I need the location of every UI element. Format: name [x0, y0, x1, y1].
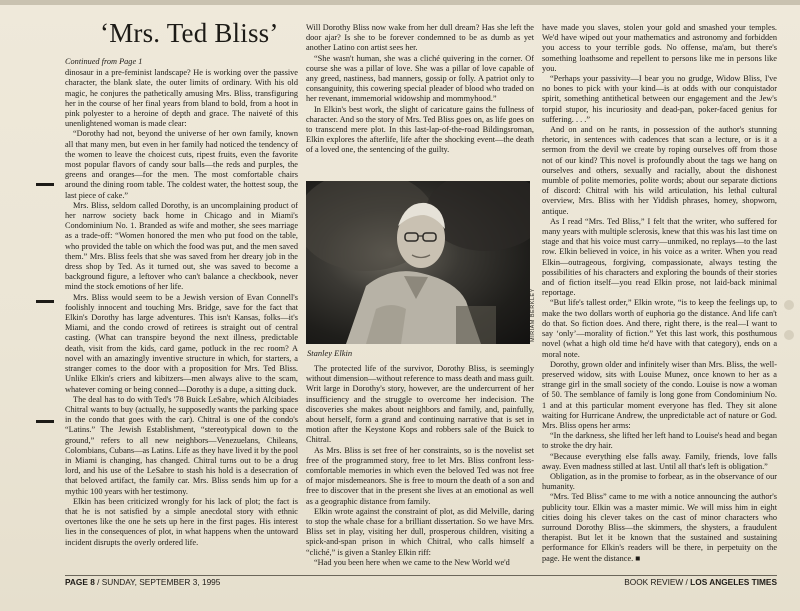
- paragraph: “She wasn't human, she was a cliché quivering in the corner. Of course she was a pillar of love. She was a pillar of love capable of any greed, nastiness, bad manners, gossip or folly. A patriot only to consanguinity, this cowering special pleader of blood who traded on her revenant, immemorial widowship and mommyhood.”: [306, 53, 534, 104]
- margin-tick-mark: [36, 300, 54, 303]
- paragraph: In Elkin's best work, the slight of caricature gains the fullness of character. And so the story of Mrs. Ted Bliss goes on, as life goes on to transcend mere plot. In this last-lap-of-the-road Bildingsroman, Elkin explores the afterlife, life after the shocking event—the death of a loved one, the sentencing of the guilty.: [306, 104, 534, 155]
- paragraph: Will Dorothy Bliss now wake from her dull dream? Has she left the door ajar? Is she to be forever condemned to be as dumb as yet another Latino con artist sees her.: [306, 23, 534, 53]
- paragraph: Elkin has been criticized wrongly for his lack of plot; the fact is that he is not satisfied by a simple anecdotal story with ethnic overtones like the one he sets up here in the first pages. His interest lies in the consequences of plot, in what happens when the untoward incident disrupts the overly ordered life.: [65, 496, 298, 547]
- paragraph: Obligation, as in the promise to forbear, as in the observance of our humanity.: [542, 471, 777, 492]
- margin-tick-mark: [36, 420, 54, 423]
- issue-date: / SUNDAY, SEPTEMBER 3, 1995: [94, 577, 221, 587]
- article-column-1: [65, 57, 298, 572]
- paragraph: “Dorothy had not, beyond the universe of her own family, known all that many men, but even in her family had noticed the tendency of the women to leave the choicest cuts, ripest fruits, even the favorite most popular flavors of candy sour balls—the reds and purples, the greens and oranges—for the men. The most comfortable chairs around the dining room table. The coldest water, the hottest soup, the last piece of cake.”: [65, 129, 298, 200]
- paragraph: Mrs. Bliss, seldom called Dorothy, is an uncomplaining product of her narrow society back home in Chicago and in Miami's Condominium No. 1. Branded as wife and mother, she sees marriage as a trade-off: “Women honored the men who put food on the table, who provided the table on which the food was put, and the men saved them.” Mrs. Bliss feels that she was saved from her dreary job in the dress shop by Ted. As it turned out, she was saved to become a background figure, a leftover who can't balance a checkbook, never mind the stock emotions of her life.: [65, 200, 298, 292]
- footer-folio: [65, 577, 220, 588]
- paragraph: have made you slaves, stolen your gold and smashed your temples. We'd have wiped out your mathematics and astronomy and forbidden you access to your terrible gods. No offense, ma'am, but there's something loathsome and repellent to persons like me in persons like you.: [542, 23, 777, 73]
- article-column-2-top: [306, 23, 534, 173]
- paragraph: Elkin wrote against the constraint of plot, as did Melville, daring to stop the whale chase for a brilliant dissertation. So we have Mrs. Bliss set in play, visiting her dull, prosperous children, visiting a spick-and-span prison in which Chitral, who calls himself a “cliché,” is given a Stanley Elkin riff:: [306, 506, 534, 557]
- author-portrait-illustration: [306, 181, 530, 344]
- continued-note: Continued from Page 1: [65, 57, 143, 66]
- article-column-2-bottom: [306, 364, 534, 572]
- margin-tick-mark: [36, 183, 54, 186]
- paragraph: “In the darkness, she lifted her left hand to Louise's head and began to stroke the dry hair.: [542, 431, 777, 451]
- author-photo: [306, 181, 530, 344]
- paragraph: “Because everything else falls away. Family, friends, love falls away. Even madness stilled at last. Until all that's left is obligation.”: [542, 451, 777, 471]
- paragraph: And on and on he rants, in possession of the author's stunning rhetoric, in sentences with cadences that scan a lecture, or is it a sermon from the devil we create by roping ourselves off from those not of our kind? This novel is profoundly about the tags we hang on ourselves and others, sexually and racially, about the dishonest mumble of polite memories, polite words; about our separate dictions of discord: Chitral with his wild articulation, his lethal cultural overview, Mrs. Bliss with her Yiddish phrases, homey, shopworn, antique.: [542, 125, 777, 216]
- section-name: BOOK REVIEW /: [624, 577, 691, 587]
- paragraph: Mrs. Bliss would seem to be a Jewish version of Evan Connell's foolishly innocent and touching Mrs. Bridge, save for the fact that Elkin's Dorothy has large adventures. This isn't Kansas, folks—it's Miami, and the condo crowd of retirees is straight out of central casting. (What can transpire beyond the next illness, predictable death, visit from the kids, card game, potluck in the rec room? A novel with an amazingly inventive structure in which, for starters, a stranger comes to the door with a proposition for Mrs. Ted Bliss. Unlike Elkin's criers and kibitzers—men always alive to the scam, whatever coming or being conned—Dorothy is a dupe, a sitting duck.: [65, 292, 298, 394]
- paragraph: “Had you been here when we came to the New World we'd: [314, 557, 510, 567]
- paragraph: “Perhaps your passivity—I bear you no grudge, Widow Bliss, I've no bones to pick with your kind—is at odds with our conquistador spirit, something antithetical between our engagement and the Jew's torpid stupor, his incuriosity and dead-pan, poker-faced genius for suffering. . . .”: [542, 74, 777, 124]
- paragraph: dinosaur in a pre-feminist landscape? He is working over the passive character, the blank slate, the outer limits of ordinary. With his old magic, he conjures the pathetically amusing Mrs. Bliss, transfiguring her in the course of her final years from bland to bold, from a hoot in pink polyester to a heroine of depth and grace. The naiveté of this unenlightened woman is made clear:: [65, 68, 298, 129]
- paragraph: The protected life of the survivor, Dorothy Bliss, is seemingly without dimension—without reference to mass death and mass guilt. Writ large in Dorothy's story, however, are the undercurrent of her insufficiency and the struggle to overcome her indecision. The discoveries she makes about neighbors and family, and, painfully, about herself, form a grand and continuing narrative that is set in motion after the Keystone Kops and robbers sale of the Buick to Chitral.: [306, 364, 534, 445]
- photo-credit: MIRIAM BERKLEY: [530, 288, 536, 342]
- paragraph: As I read “Mrs. Ted Bliss,” I felt that the writer, who suffered for many years with multiple sclerosis, knew that this was his last time on stage and that his voice must carry—unmiked, no replays—to the last row. Elkin believed in voice, in his voice as a writer. When you read Elkin—outrageous, forgiving, compassionate, always testing the possibilities of his characters and exploring the bounds of their stories and of fiction itself—you read Elkin prose, not laid-back minimal reportage.: [542, 216, 777, 298]
- paragraph: Dorothy, grown older and infinitely wiser than Mrs. Bliss, the well-preserved widow, sits with Louise Munez, once known to her as a strange girl in the small society of the condo. Louise is now a woman of 50. The semblance of family is long gone from Condominium No. 1 and at this particular moment everyone has fled. They sit alone waiting for Hurricane Andrew, the unpredictable act of nature or God. Mrs. Bliss opens her arms:: [542, 359, 777, 430]
- paragraph: The deal has to do with Ted's '78 Buick LeSabre, which Alcibiades Chitral wants to buy (actually, he supposedly wants the parking space in the condo that goes with the car). Chitral is one of the condo's “Latins.” The Jewish Establishment, “stereotypical down to the ground,” refers to all new neighbors—Venezuelans, Chileans, Colombians, Cubans—as Latins. Life as they have lived it by the pool in Miami is changing, has changed. Chitral turns out to be a drug lord, and his use of the LeSabre to stash his hold is a desecration of that beloved artifact, the family car. Mrs. Bliss sends him up for a mythic 100 years with her testimony.: [65, 394, 298, 496]
- paragraph: As Mrs. Bliss is set free of her constraints, so is the novelist set free of the programmed story, free to let Mrs. Bliss confront less-comfortable memories in which even the beloved Ted was not free of major misdemeanors. She is free to mourn the death of a son and free to discover that in the present she lives at an emotional as well as a geographic distance from family.: [306, 445, 534, 506]
- paragraph: “But life's tallest order,” Elkin wrote, “is to keep the feelings up, to make the two dollars worth of euphoria go the distance. And life can't do that. So fiction does. And there, right there, is the real—I want to say ‘only’—morality of fiction.” Yet this last work, this posthumous novel (what a high old time he'd have with that category), ends on a moral note.: [542, 298, 777, 359]
- footer-rule: [65, 575, 777, 576]
- article-headline: ‘Mrs. Ted Bliss’: [100, 18, 279, 48]
- article-column-3: [542, 23, 777, 572]
- binder-hole: [784, 300, 794, 310]
- page-number: PAGE 8: [65, 577, 95, 587]
- footer-publication: [624, 577, 777, 588]
- paragraph: “Mrs. Ted Bliss” came to me with a notice announcing the author's publicity tour. Elkin was a master mimic. We will miss him in eight cities doing his clever takes on the cast of minor characters who surround Dorothy Bliss—the skimmers, the shysters, a fraudulent therapist. But let it be known that the sustained and sustaining performance for Elkin's readers will be there, in perpetuity on the page. He went the distance. ■: [542, 492, 777, 563]
- binder-hole: [784, 330, 794, 340]
- newspaper-name: LOS ANGELES TIMES: [690, 577, 777, 587]
- page-top-edge: [0, 0, 800, 5]
- photo-caption: Stanley Elkin: [307, 348, 353, 358]
